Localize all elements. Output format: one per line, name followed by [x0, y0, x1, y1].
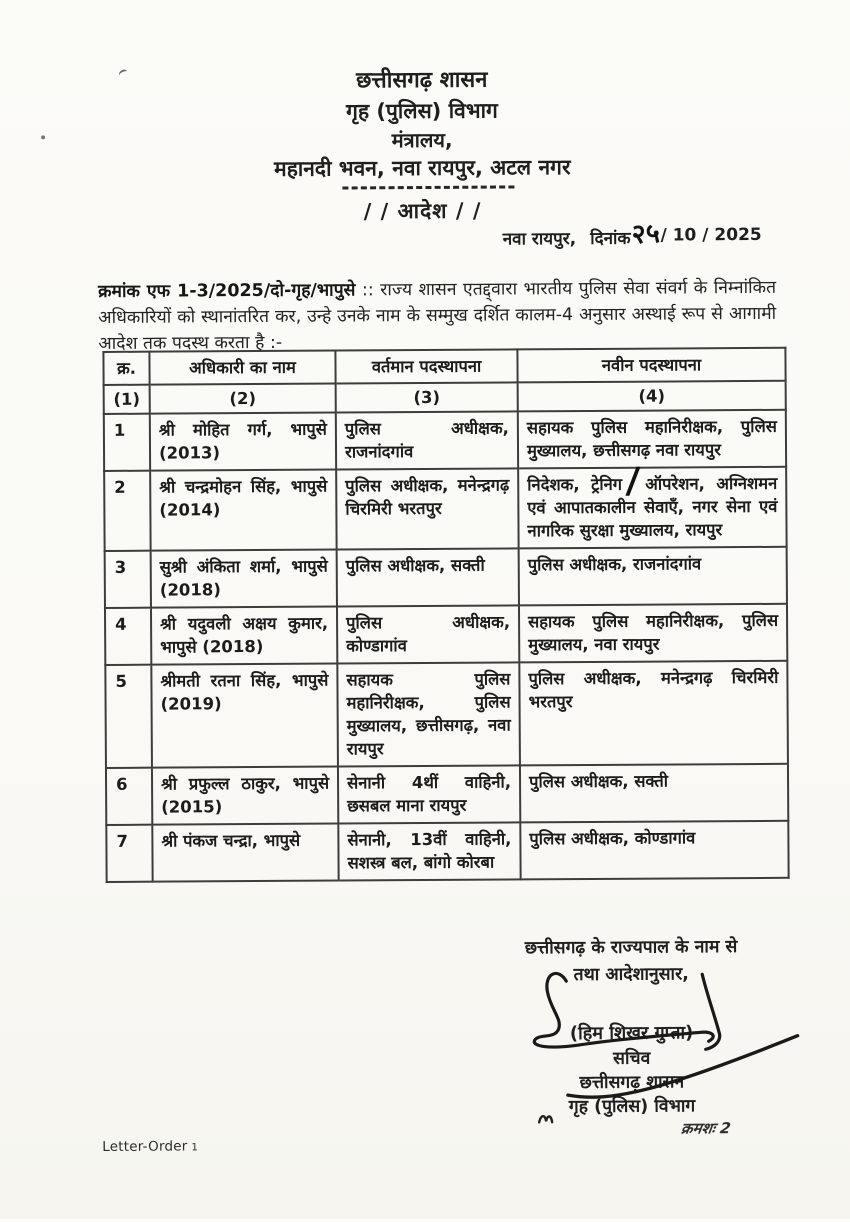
pen-mark	[537, 1111, 555, 1125]
handwritten-slash-mark: /	[624, 460, 641, 503]
new-posting: पुलिस अधीक्षक, मनेन्द्रगढ़ चिरमिरी भरतपुर	[519, 661, 788, 766]
col-header-new-posting: नवीन पदस्थापना	[517, 348, 785, 383]
officer-name: श्री यदुवली अक्षय कुमार, भापुसे (2018)	[151, 607, 337, 665]
current-posting: पुलिस अधीक्षक, सक्ती	[337, 548, 519, 606]
date-label: दिनांक	[590, 228, 631, 249]
signatory-designation: सचिव	[613, 1048, 651, 1069]
officer-serial: 4	[105, 608, 151, 665]
table-row	[106, 821, 788, 882]
page-footer-label	[102, 1138, 198, 1155]
signature-flourish-stroke	[556, 1026, 816, 1106]
col-number: (3)	[336, 382, 518, 412]
new-posting: पुलिस अधीक्षक, कोण्डागांव	[520, 821, 788, 880]
new-posting: पुलिस अधीक्षक, राजनांदगांव	[519, 547, 787, 606]
col-number: (2)	[150, 384, 336, 414]
dateline-place: नवा रायपुर,	[502, 229, 577, 250]
date-rest: / 10 / 2025	[660, 224, 762, 246]
table-row	[106, 764, 788, 825]
continuation-note: क्रमशः 2	[679, 1119, 732, 1138]
transfer-table	[102, 347, 789, 883]
signatory-name: (हिम शिखर गुप्ता)	[569, 1022, 694, 1045]
officer-serial: 6	[106, 768, 152, 825]
new-posting: पुलिस अधीक्षक, सक्ती	[520, 764, 788, 823]
order-reference-number: क्रमांक एफ 1-3/2025/दो-गृह/भापुसे	[97, 279, 356, 302]
officer-serial: 7	[106, 825, 152, 882]
col-header-serial: क्र.	[103, 352, 149, 385]
footer-page-number: 1	[191, 1142, 199, 1154]
current-posting: सेनानी 4थीं वाहिनी, छसबल माना रायपुर	[338, 765, 520, 823]
officer-name: श्री प्रफुल्ल ठाकुर, भापुसे (2015)	[152, 767, 338, 825]
table-row	[105, 604, 787, 665]
new-posting: सहायक पुलिस महानिरीक्षक, पुलिस मुख्यालय, छत्तीसगढ़ नवा रायपुर	[518, 410, 786, 469]
order-separator: ::	[361, 279, 374, 300]
letterhead	[0, 63, 848, 226]
new-posting: निदेशक, ट्रेनिग/ ऑपरेशन, अग्निशमन एवं आपातकालीन सेवाएँ, नगर सेना एवं नागरिक सुरक्षा मुख्यालय, रायपुर	[518, 467, 786, 549]
officer-serial: 2	[104, 471, 150, 551]
table-row	[105, 547, 787, 608]
ministry-line: मंत्रालय,	[391, 127, 453, 153]
officer-serial: 1	[104, 414, 150, 471]
officer-name: सुश्री अंकिता शर्मा, भापुसे (2018)	[151, 550, 337, 608]
current-posting: सेनानी, 13वीं वाहिनी, सशस्त्र बल, बांगो कोरबा	[338, 822, 520, 880]
signatory-dept: गृह (पुलिस) विभाग	[568, 1096, 696, 1118]
handwritten-date-day: २५	[630, 218, 661, 251]
closing-line-1: छत्तीसगढ़ के राज्यपाल के नाम से	[524, 937, 738, 959]
footer-text: Letter-Order	[102, 1138, 188, 1155]
table-row	[105, 661, 788, 768]
closing-line-2: तथा आदेशानुसार,	[573, 964, 689, 986]
current-posting: सहायक पुलिस महानिरीक्षक, पुलिस मुख्यालय, छत्तीसगढ़, नवा रायपुर	[337, 662, 520, 766]
address-line: महानदी भवन, नवा रायपुर, अटल नगर	[274, 155, 571, 181]
order-title: / / आदेश / /	[363, 198, 482, 224]
signatory-org: छत्तीसगढ़ शासन	[579, 1072, 685, 1094]
dateline	[502, 218, 762, 251]
order-paragraph	[98, 274, 776, 356]
officer-name: श्री चन्द्रमोहन सिंह, भापुसे (2014)	[150, 470, 336, 551]
department-title: गृह (पुलिस) विभाग	[346, 98, 498, 124]
new-posting: सहायक पुलिस महानिरीक्षक, पुलिस मुख्यालय, नवा रायपुर	[519, 604, 787, 663]
current-posting: पुलिस अधीक्षक, मनेन्द्रगढ़ चिरमिरी भरतपुर	[336, 468, 518, 549]
officer-serial: 5	[105, 665, 152, 768]
officer-name: श्री पंकज चन्द्रा, भापुसे	[152, 824, 338, 882]
col-number: (4)	[518, 381, 786, 412]
table-row	[104, 467, 786, 551]
officer-serial: 3	[105, 551, 151, 608]
current-posting: पुलिस अधीक्षक, राजनांदगांव	[336, 411, 518, 469]
government-title: छत्तीसगढ़ शासन	[356, 67, 488, 94]
dashed-divider	[342, 185, 514, 189]
col-header-current-posting: वर्तमान पदस्थापना	[335, 349, 517, 383]
officer-name: श्री मोहित गर्ग, भापुसे (2013)	[150, 413, 336, 471]
col-header-officer-name: अधिकारी का नाम	[149, 351, 335, 385]
table-row	[104, 410, 786, 471]
current-posting: पुलिस अधीक्षक, कोण्डागांव	[337, 605, 519, 663]
column-number-row	[104, 381, 786, 414]
col-number: (1)	[104, 385, 150, 414]
officer-name: श्रीमती रतना सिंह, भापुसे (2019)	[151, 664, 338, 768]
order-body-text: राज्य शासन एतद्द्वारा भारतीय पुलिस सेवा संवर्ग के निम्नांकित अधिकारियों को स्थानांतरित कर, उन्हे उनके नाम के सम्मुख दर्शित कालम-4 अनुसार अस्थाई रूप से आगामी आदेश तक पदस्थ करता है :-	[98, 277, 777, 354]
table-header-row	[103, 348, 785, 385]
